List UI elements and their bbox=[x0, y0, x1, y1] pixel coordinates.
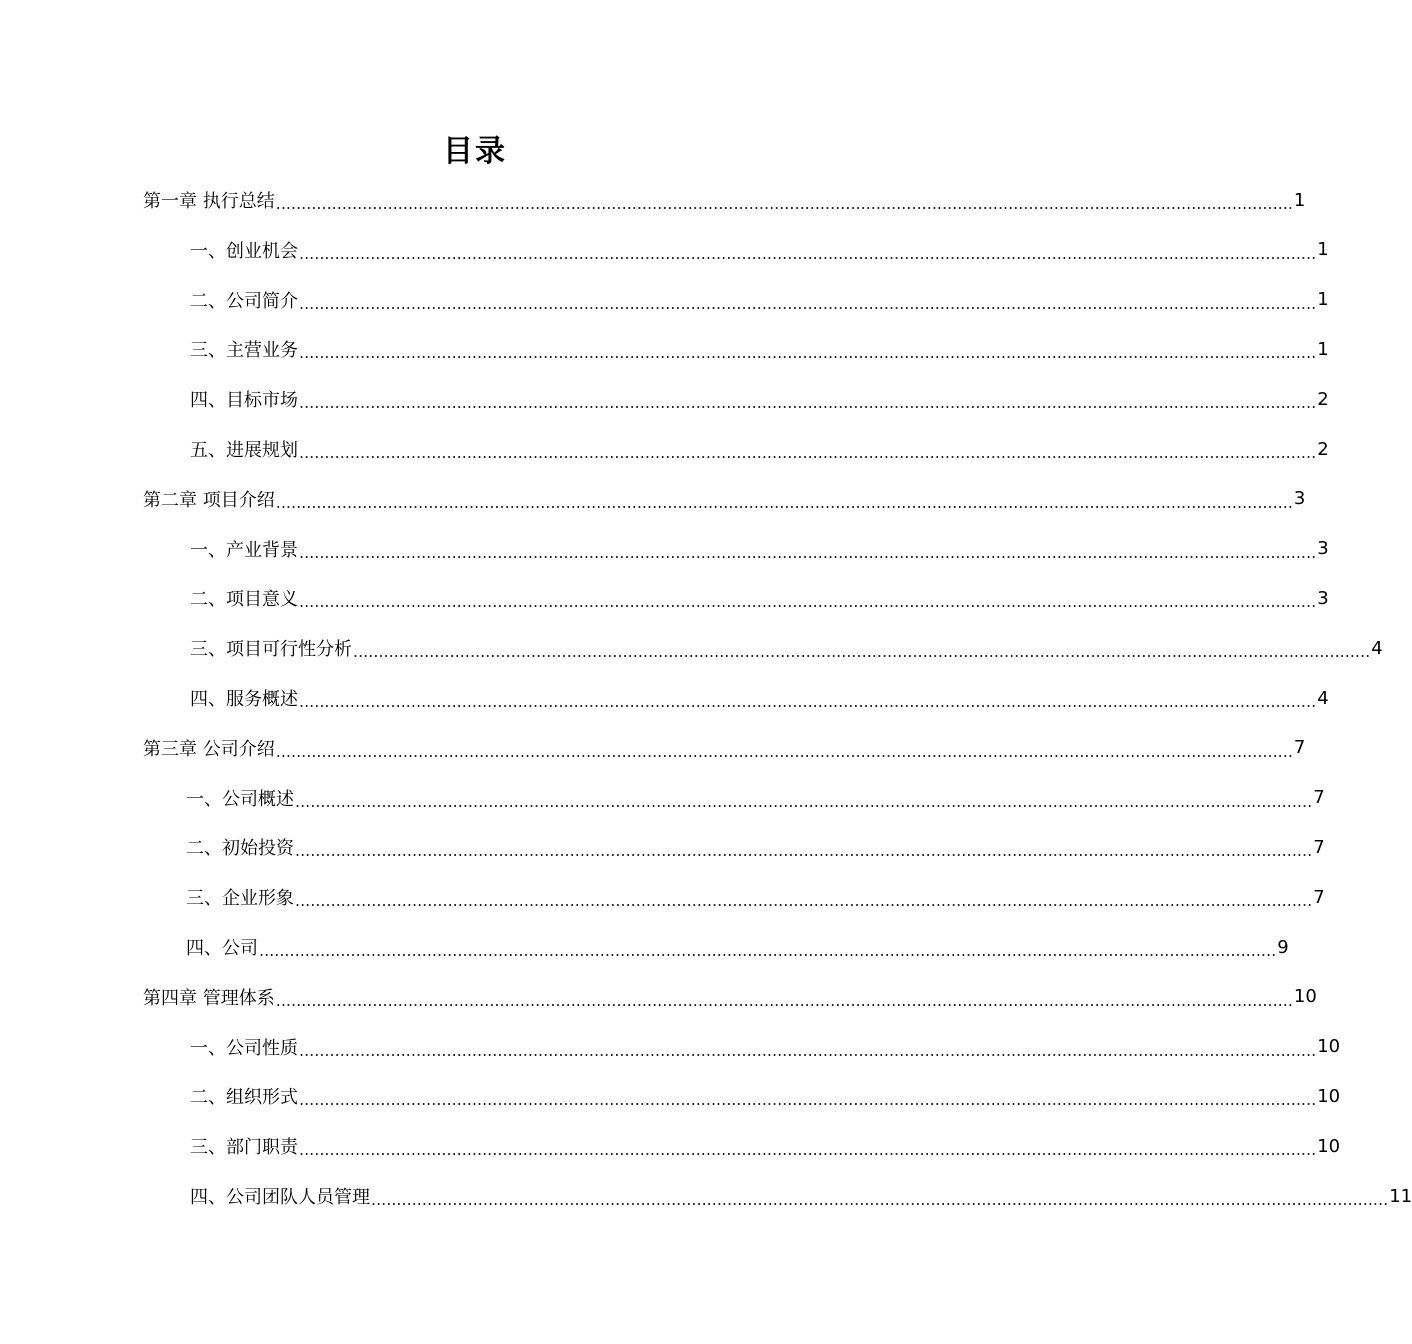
toc-chapter-entry[interactable] bbox=[143, 977, 1317, 1017]
toc-section-entry[interactable] bbox=[190, 578, 1329, 618]
toc-leader-dots: ........................................................................................................................................................................................................ bbox=[371, 1190, 1389, 1209]
toc-page-number: 10 bbox=[1317, 1036, 1341, 1058]
toc-page-number: 10 bbox=[1317, 1085, 1341, 1107]
toc-leader-dots: ........................................................................................................................................................................................................ bbox=[275, 194, 1293, 213]
toc-section-entry[interactable] bbox=[190, 329, 1329, 369]
toc-entry-label: 第一章 执行总结 bbox=[143, 191, 275, 212]
toc-page-number: 2 bbox=[1317, 388, 1329, 410]
toc-entry-label: 四、公司团队人员管理 bbox=[190, 1187, 370, 1208]
toc-entry-label: 一、创业机会 bbox=[190, 240, 298, 262]
toc-entry-label: 二、组织形式 bbox=[190, 1087, 298, 1109]
toc-chapter-entry[interactable] bbox=[143, 180, 1306, 220]
toc-entry-label: 二、公司简介 bbox=[190, 290, 298, 312]
toc-leader-dots: ........................................................................................................................................................................................................ bbox=[299, 1140, 1317, 1160]
toc-section-entry[interactable] bbox=[190, 678, 1329, 718]
toc-page-number: 1 bbox=[1317, 239, 1329, 261]
toc-leader-dots: ........................................................................................................................................................................................................ bbox=[353, 642, 1371, 662]
toc-section-entry[interactable] bbox=[186, 827, 1325, 867]
toc-entry-label: 一、公司性质 bbox=[190, 1037, 298, 1059]
toc-entry-label: 三、部门职责 bbox=[190, 1137, 298, 1159]
toc-section-entry[interactable] bbox=[186, 927, 1289, 967]
toc-section-entry[interactable] bbox=[190, 230, 1329, 270]
toc-page-number: 2 bbox=[1317, 438, 1329, 460]
toc-entry-label: 三、企业形象 bbox=[186, 888, 294, 910]
toc-entry-label: 三、主营业务 bbox=[190, 340, 298, 362]
toc-leader-dots: ........................................................................................................................................................................................................ bbox=[295, 891, 1313, 911]
toc-leader-dots: ........................................................................................................................................................................................................ bbox=[299, 1040, 1317, 1060]
toc-page-number: 3 bbox=[1317, 587, 1329, 609]
toc-page-number: 1 bbox=[1317, 289, 1329, 311]
toc-entry-label: 第四章 管理体系 bbox=[143, 987, 275, 1009]
toc-leader-dots: ........................................................................................................................................................................................................ bbox=[299, 692, 1317, 711]
toc-leader-dots: ........................................................................................................................................................................................................ bbox=[299, 393, 1317, 413]
toc-page-number: 9 bbox=[1277, 936, 1289, 958]
toc-page-number: 7 bbox=[1293, 737, 1306, 759]
toc-entry-label: 四、公司 bbox=[186, 938, 258, 959]
toc-chapter-entry[interactable] bbox=[143, 479, 1306, 519]
toc-leader-dots: ........................................................................................................................................................................................................ bbox=[275, 741, 1293, 761]
toc-leader-dots: ........................................................................................................................................................................................................ bbox=[299, 293, 1317, 313]
toc-page-number: 11 bbox=[1389, 1185, 1412, 1207]
toc-leader-dots: ........................................................................................................................................................................................................ bbox=[299, 443, 1317, 462]
toc-entry-label: 第二章 项目介绍 bbox=[143, 489, 275, 511]
toc-leader-dots: ........................................................................................................................................................................................................ bbox=[299, 592, 1317, 612]
toc-entry-label: 一、公司概述 bbox=[186, 788, 294, 810]
toc-page-number: 7 bbox=[1313, 836, 1325, 858]
toc-section-entry[interactable] bbox=[190, 529, 1329, 569]
toc-leader-dots: ........................................................................................................................................................................................................ bbox=[299, 1090, 1317, 1110]
toc-page-number: 1 bbox=[1317, 338, 1329, 360]
toc-page-number: 10 bbox=[1293, 986, 1317, 1008]
toc-section-entry[interactable] bbox=[186, 778, 1325, 818]
toc-entry-label: 二、初始投资 bbox=[186, 838, 294, 860]
toc-page-number: 1 bbox=[1293, 189, 1306, 211]
toc-leader-dots: ........................................................................................................................................................................................................ bbox=[295, 841, 1313, 861]
toc-leader-dots: ........................................................................................................................................................................................................ bbox=[275, 990, 1293, 1010]
toc-leader-dots: ........................................................................................................................................................................................................ bbox=[295, 791, 1313, 811]
toc-entry-label: 五、进展规划 bbox=[190, 440, 298, 461]
toc-leader-dots: ........................................................................................................................................................................................................ bbox=[259, 941, 1277, 960]
toc-entry-label: 四、目标市场 bbox=[190, 390, 298, 412]
toc-page-number: 10 bbox=[1317, 1135, 1341, 1157]
toc-section-entry[interactable] bbox=[190, 1126, 1341, 1166]
toc-entry-label: 三、项目可行性分析 bbox=[190, 639, 352, 661]
toc-section-entry[interactable] bbox=[190, 280, 1329, 320]
toc-entry-label: 第三章 公司介绍 bbox=[143, 738, 275, 760]
toc-page-number: 7 bbox=[1313, 886, 1325, 908]
toc-page-number: 7 bbox=[1313, 787, 1325, 809]
toc-section-entry[interactable] bbox=[190, 628, 1383, 668]
toc-section-entry[interactable] bbox=[190, 1176, 1412, 1216]
toc-title: 目录 bbox=[443, 134, 507, 169]
toc-page-number: 3 bbox=[1293, 488, 1306, 510]
toc-entry-label: 二、项目意义 bbox=[190, 589, 298, 611]
toc-section-entry[interactable] bbox=[190, 1027, 1341, 1067]
toc-leader-dots: ........................................................................................................................................................................................................ bbox=[275, 492, 1293, 512]
toc-entry-label: 四、服务概述 bbox=[190, 689, 298, 710]
toc-leader-dots: ........................................................................................................................................................................................................ bbox=[299, 343, 1317, 363]
toc-section-entry[interactable] bbox=[190, 379, 1329, 419]
toc-leader-dots: ........................................................................................................................................................................................................ bbox=[299, 243, 1317, 263]
toc-page-number: 4 bbox=[1371, 637, 1383, 659]
toc-leader-dots: ........................................................................................................................................................................................................ bbox=[299, 542, 1317, 562]
toc-section-entry[interactable] bbox=[190, 429, 1329, 469]
toc-section-entry[interactable] bbox=[190, 1076, 1341, 1116]
toc-chapter-entry[interactable] bbox=[143, 728, 1306, 768]
toc-page-number: 4 bbox=[1317, 687, 1329, 709]
toc-entry-label: 一、产业背景 bbox=[190, 539, 298, 561]
toc-section-entry[interactable] bbox=[186, 877, 1325, 917]
toc-page-number: 3 bbox=[1317, 538, 1329, 560]
